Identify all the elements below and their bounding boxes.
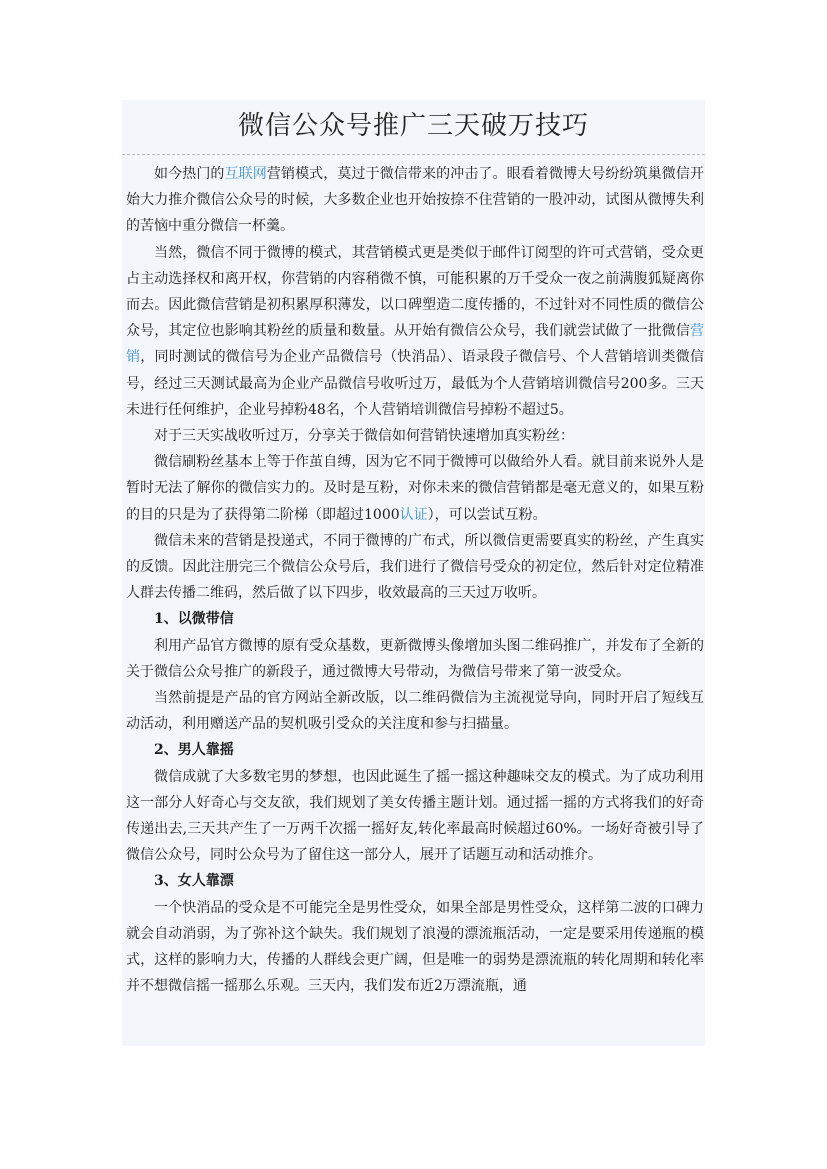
internet-link[interactable]: 互联网 (224, 166, 267, 182)
article-body (122, 161, 705, 1000)
section-heading: 2、男人靠摇 (154, 742, 234, 759)
text-segment: 微信刷粉丝基本上等于作茧自缚，因为它不同于微博可以做给外人看。就目前来说外人是暂时无法了解你的微信实力的。及时是互粉，对你未来的微信营销都是毫无意义的，如果互粉的目的只是为了获得第二阶梯（即超过1000 (126, 454, 704, 523)
section-heading: 3、女人靠漂 (154, 873, 234, 890)
paragraph (126, 449, 704, 528)
paragraph: 微信成就了大多数宅男的梦想，也因此诞生了摇一摇这种趣味交友的模式。为了成功利用这一部分人好奇心与交友欲，我们规划了美女传播主题计划。通过摇一摇的方式将我们的好奇传递出去,三天共产生了一万两千次摇一摇好友,转化率最高时候超过60%。一场好奇被引导了微信公众号，同时公众号为了留住这一部分人，展开了话题互动和活动推介。 (126, 768, 704, 864)
paragraph: 对于三天实战收听过万，分享关于微信如何营销快速增加真实粉丝： (154, 428, 574, 445)
title-divider (122, 154, 705, 155)
marketing-link[interactable]: 营销 (126, 323, 704, 366)
text-segment: 如今热门的 (154, 166, 225, 182)
article-panel (122, 100, 705, 1046)
paragraph: 利用产品官方微博的原有受众基数，更新微博头像增加头图二维码推广，并发布了全新的关于微信公众号推广的新段子，通过微博大号带动，为微信号带来了第一波受众。 (126, 637, 704, 680)
text-segment: ），可以尝试互粉。 (427, 506, 547, 523)
text-segment: 当然，微信不同于微博的模式，其营销模式更是类似于邮件订阅型的许可式营销，受众更占主动选择权和离开权，你营销的内容稍微不慎，可能积累的万千受众一夜之前满腹狐疑离你而去。因此微信营销是初积累厚积薄发，以口碑塑造二度传播的，不过针对不同性质的微信公众号，其定位也影响其粉丝的质量和数量。从开始有微信公众号，我们就尝试做了一批微信 (126, 244, 704, 340)
paragraph: 微信未来的营销是投递式，不同于微博的广布式，所以微信更需要真实的粉丝，产生真实的反馈。因此注册完三个微信公众号后，我们进行了微信号受众的初定位，然后针对定位精准人群去传播二维码，然后做了以下四步，收效最高的三天过万收听。 (126, 532, 704, 602)
page-title: 微信公众号推广三天破万技巧 (237, 111, 589, 141)
paragraph (126, 161, 704, 240)
text-segment: ，同时测试的微信号为企业产品微信号（快消品）、语录段子微信号、个人营销培训类微信号，经过三天测试最高为企业产品微信号收听过万，最低为个人营销培训微信号200多。三天未进行任何维护，企业号掉粉48名，个人营销培训微信号掉粉不超过5。 (126, 349, 705, 418)
section-heading: 1、以微带信 (154, 611, 234, 628)
paragraph: 当然前提是产品的官方网站全新改版，以二维码微信为主流视觉导向，同时开启了短线互动活动，利用赠送产品的契机吸引受众的关注度和参与扫描量。 (126, 690, 704, 733)
text-segment: 营销模式，莫过于微信带来的冲击了。眼看着微博大号纷纷筑巢微信开始大力推介微信公众号的时候，大多数企业也开始按捺不住营销的一股冲动，试图从微博失利的苦恼中重分微信一杯羹。 (126, 166, 705, 235)
paragraph (126, 240, 704, 423)
paragraph: 一个快消品的受众是不可能完全是男性受众，如果全部是男性受众，这样第二波的口碑力就会自动消弱，为了弥补这个缺失。我们规划了浪漫的漂流瓶活动，一定是要采用传递瓶的模式，这样的影响力大，传播的人群线会更广阔，但是唯一的弱势是漂流瓶的转化周期和转化率并不想微信摇一摇那么乐观。三天内，我们发布近2万漂流瓶，通 (126, 899, 704, 995)
certification-link[interactable]: 认证 (399, 506, 428, 523)
